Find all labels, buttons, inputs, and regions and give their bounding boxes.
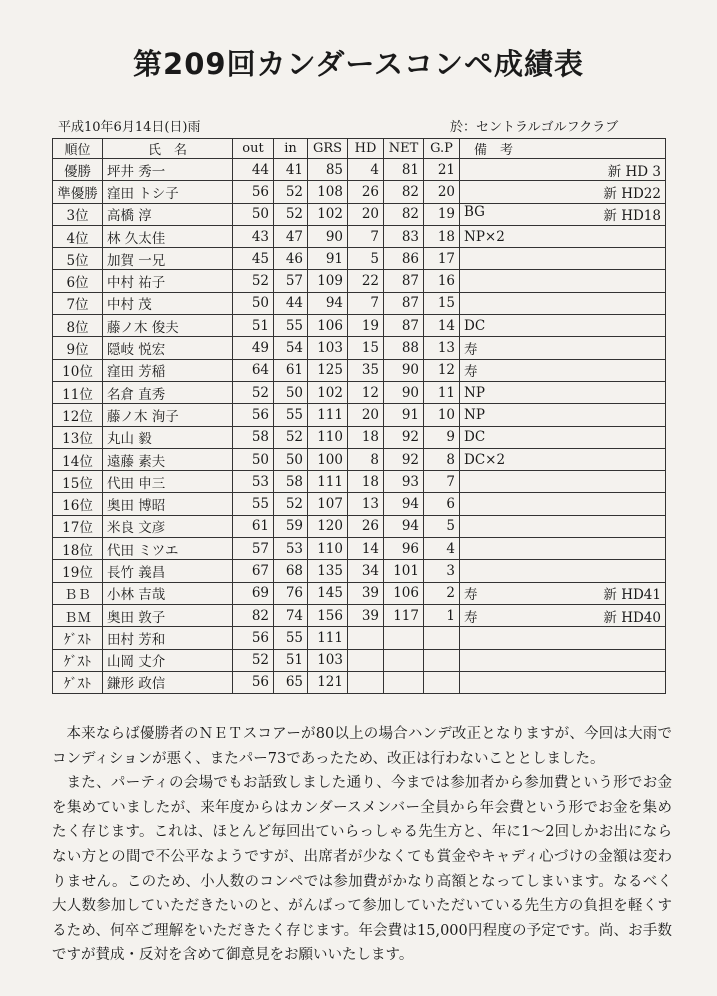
remarks-note: 寿: [464, 587, 478, 604]
cell-in: 61: [274, 359, 308, 381]
cell-gp: 4: [424, 538, 460, 560]
cell-hd: 7: [348, 225, 384, 247]
cell-grs: 125: [308, 359, 348, 381]
cell-hd: 13: [348, 493, 384, 515]
table-row: [53, 538, 666, 560]
table-row: [53, 292, 666, 314]
cell-in: 65: [274, 671, 308, 693]
cell-grs: 94: [308, 292, 348, 314]
cell-rank: 17位: [53, 515, 103, 537]
cell-in: 52: [274, 203, 308, 225]
remarks-note: NP×2: [464, 228, 505, 245]
cell-name: 坪井 秀一: [103, 159, 233, 181]
cell-hd: 20: [348, 404, 384, 426]
cell-in: 59: [274, 515, 308, 537]
table-row: [53, 159, 666, 181]
cell-grs: 110: [308, 538, 348, 560]
cell-rank: 3位: [53, 203, 103, 225]
col-header-grs: GRS: [308, 139, 348, 159]
cell-rank: 7位: [53, 292, 103, 314]
remarks-note: DC: [464, 317, 486, 334]
cell-in: 52: [274, 426, 308, 448]
cell-grs: 110: [308, 426, 348, 448]
cell-out: 56: [233, 404, 274, 426]
cell-rank: 12位: [53, 404, 103, 426]
cell-rank: 5位: [53, 248, 103, 270]
col-header-net: NET: [384, 139, 424, 159]
remarks-note: 寿: [464, 364, 478, 381]
cell-out: 44: [233, 159, 274, 181]
cell-name: 窪田 芳稲: [103, 359, 233, 381]
cell-rank: 18位: [53, 538, 103, 560]
cell-in: 46: [274, 248, 308, 270]
cell-hd: 15: [348, 337, 384, 359]
cell-out: 67: [233, 560, 274, 582]
cell-gp: 12: [424, 359, 460, 381]
cell-grs: 111: [308, 404, 348, 426]
cell-out: 50: [233, 448, 274, 470]
cell-grs: 120: [308, 515, 348, 537]
cell-hd: 39: [348, 604, 384, 626]
cell-out: 57: [233, 538, 274, 560]
notice-text: [52, 722, 672, 968]
cell-name: 小林 吉哉: [103, 582, 233, 604]
cell-gp: 21: [424, 159, 460, 181]
cell-hd: [348, 627, 384, 649]
cell-remarks: [460, 471, 666, 493]
cell-remarks: [460, 381, 666, 403]
cell-in: 52: [274, 181, 308, 203]
table-row: [53, 359, 666, 381]
cell-remarks: [460, 159, 666, 181]
cell-rank: ＢＭ: [53, 604, 103, 626]
cell-hd: 14: [348, 538, 384, 560]
cell-net: 91: [384, 404, 424, 426]
cell-gp: 11: [424, 381, 460, 403]
cell-in: 44: [274, 292, 308, 314]
table-row: [53, 582, 666, 604]
cell-out: 49: [233, 337, 274, 359]
cell-grs: 135: [308, 560, 348, 582]
cell-grs: 106: [308, 315, 348, 337]
cell-hd: 26: [348, 181, 384, 203]
table-row: [53, 270, 666, 292]
cell-name: 奥田 敦子: [103, 604, 233, 626]
cell-remarks: [460, 671, 666, 693]
cell-grs: 156: [308, 604, 348, 626]
cell-out: 82: [233, 604, 274, 626]
remarks-note: 寿: [464, 609, 478, 626]
cell-gp: 15: [424, 292, 460, 314]
cell-remarks: [460, 359, 666, 381]
cell-gp: 6: [424, 493, 460, 515]
cell-remarks: [460, 649, 666, 671]
cell-remarks: [460, 582, 666, 604]
cell-net: 106: [384, 582, 424, 604]
cell-remarks: [460, 225, 666, 247]
cell-net: 90: [384, 359, 424, 381]
col-header-name: 氏 名: [103, 139, 233, 159]
table-row: [53, 560, 666, 582]
cell-in: 50: [274, 381, 308, 403]
cell-rank: 16位: [53, 493, 103, 515]
cell-net: 94: [384, 515, 424, 537]
cell-rank: 15位: [53, 471, 103, 493]
cell-rank: ＢＢ: [53, 582, 103, 604]
new-handicap: 新 HD22: [603, 185, 661, 202]
cell-name: 鎌形 政信: [103, 671, 233, 693]
cell-grs: 102: [308, 381, 348, 403]
new-handicap: 新 HD40: [603, 609, 661, 626]
cell-name: 遠藤 素夫: [103, 448, 233, 470]
table-header-row: [53, 139, 666, 159]
cell-hd: 35: [348, 359, 384, 381]
cell-in: 76: [274, 582, 308, 604]
cell-gp: 9: [424, 426, 460, 448]
table-row: [53, 381, 666, 403]
cell-rank: 8位: [53, 315, 103, 337]
col-header-out: out: [233, 139, 274, 159]
cell-name: 山岡 丈介: [103, 649, 233, 671]
cell-out: 58: [233, 426, 274, 448]
cell-hd: 22: [348, 270, 384, 292]
event-date: 平成10年6月14日(日)雨: [58, 120, 201, 135]
cell-rank: 10位: [53, 359, 103, 381]
cell-out: 52: [233, 381, 274, 403]
cell-name: 林 久太佳: [103, 225, 233, 247]
cell-hd: [348, 671, 384, 693]
table-row: [53, 248, 666, 270]
table-row: [53, 649, 666, 671]
notice-paragraph: 本来ならば優勝者のＮＥＴスコアーが80以上の場合ハンデ改正となりますが、今回は大雨でコンディションが悪く、またパー73であったため、改正は行わないこととしました。: [52, 726, 672, 767]
cell-grs: 107: [308, 493, 348, 515]
cell-grs: 85: [308, 159, 348, 181]
cell-remarks: [460, 604, 666, 626]
cell-gp: 8: [424, 448, 460, 470]
cell-grs: 102: [308, 203, 348, 225]
cell-hd: 7: [348, 292, 384, 314]
cell-hd: 39: [348, 582, 384, 604]
cell-net: 117: [384, 604, 424, 626]
cell-net: 87: [384, 315, 424, 337]
cell-net: 101: [384, 560, 424, 582]
cell-name: 丸山 毅: [103, 426, 233, 448]
new-handicap: 新 HD 3: [607, 163, 661, 180]
cell-grs: 111: [308, 471, 348, 493]
cell-hd: 26: [348, 515, 384, 537]
cell-rank: ｹﾞｽﾄ: [53, 649, 103, 671]
table-row: [53, 426, 666, 448]
cell-name: 加賀 一兄: [103, 248, 233, 270]
cell-grs: 111: [308, 627, 348, 649]
cell-grs: 100: [308, 448, 348, 470]
cell-rank: ｹﾞｽﾄ: [53, 627, 103, 649]
remarks-note: DC: [464, 429, 486, 446]
table-row: [53, 671, 666, 693]
cell-net: 82: [384, 181, 424, 203]
cell-rank: 9位: [53, 337, 103, 359]
cell-remarks: [460, 515, 666, 537]
cell-out: 51: [233, 315, 274, 337]
cell-grs: 103: [308, 649, 348, 671]
cell-gp: 5: [424, 515, 460, 537]
cell-net: 92: [384, 426, 424, 448]
cell-gp: 20: [424, 181, 460, 203]
cell-in: 68: [274, 560, 308, 582]
cell-out: 64: [233, 359, 274, 381]
cell-net: [384, 627, 424, 649]
remarks-note: DC×2: [464, 451, 506, 468]
cell-net: 82: [384, 203, 424, 225]
cell-grs: 91: [308, 248, 348, 270]
cell-grs: 121: [308, 671, 348, 693]
cell-rank: 19位: [53, 560, 103, 582]
cell-hd: 18: [348, 426, 384, 448]
cell-name: 田村 芳和: [103, 627, 233, 649]
cell-rank: 準優勝: [53, 181, 103, 203]
cell-in: 53: [274, 538, 308, 560]
cell-remarks: [460, 203, 666, 225]
table-row: [53, 627, 666, 649]
cell-rank: 優勝: [53, 159, 103, 181]
cell-net: [384, 649, 424, 671]
page-title: 第209回カンダースコンペ成績表: [133, 47, 584, 81]
cell-gp: 16: [424, 270, 460, 292]
cell-in: 54: [274, 337, 308, 359]
cell-name: 隠岐 悦宏: [103, 337, 233, 359]
cell-gp: 13: [424, 337, 460, 359]
table-row: [53, 471, 666, 493]
remarks-note: NP: [464, 384, 485, 401]
cell-in: 47: [274, 225, 308, 247]
cell-remarks: [460, 248, 666, 270]
cell-name: 米良 文彦: [103, 515, 233, 537]
cell-remarks: [460, 337, 666, 359]
cell-rank: 11位: [53, 381, 103, 403]
cell-rank: ｹﾞｽﾄ: [53, 671, 103, 693]
notice-paragraph: また、パーティの会場でもお話致しました通り、今までは参加者から参加費という形でお金を集めていましたが、来年度からはカンダースメンバー全員から年会費という形でお金を集めたく存じます。これは、ほとんど毎回出ていらっしゃる先生方と、年に1～2回しかお出にならない方との間で不公平なようですが、出席者が少なくても賞金やキャディ心づけの金額は変わりません。このため、小人数のコンペでは参加費がかなり高額となってしまいます。なるべく大人数参加していただきたいのと、がんばって参加していただいている先生方の負担を軽くするため、何卒ご理解をいただきたく存じます。年会費は15,000円程度の予定です。尚、お手数ですが賛成・反対を含めて御意見をお願いいたします。: [52, 775, 672, 964]
cell-name: 長竹 義昌: [103, 560, 233, 582]
new-handicap: 新 HD41: [603, 587, 661, 604]
cell-gp: 2: [424, 582, 460, 604]
cell-name: 窪田 トシ子: [103, 181, 233, 203]
table-row: [53, 404, 666, 426]
cell-grs: 109: [308, 270, 348, 292]
table-row: [53, 493, 666, 515]
cell-in: 55: [274, 404, 308, 426]
cell-out: 53: [233, 471, 274, 493]
cell-in: 55: [274, 627, 308, 649]
cell-remarks: [460, 426, 666, 448]
cell-gp: 1: [424, 604, 460, 626]
cell-hd: 5: [348, 248, 384, 270]
cell-out: 56: [233, 181, 274, 203]
cell-name: 高橋 淳: [103, 203, 233, 225]
cell-in: 50: [274, 448, 308, 470]
cell-gp: 7: [424, 471, 460, 493]
cell-rank: 14位: [53, 448, 103, 470]
cell-name: 名倉 直秀: [103, 381, 233, 403]
cell-grs: 90: [308, 225, 348, 247]
table-row: [53, 315, 666, 337]
event-venue: 於：セントラルゴルフクラブ: [450, 120, 619, 135]
cell-in: 41: [274, 159, 308, 181]
cell-name: 奥田 博昭: [103, 493, 233, 515]
cell-rank: 4位: [53, 225, 103, 247]
cell-net: 83: [384, 225, 424, 247]
table-row: [53, 448, 666, 470]
cell-gp: 14: [424, 315, 460, 337]
cell-gp: 19: [424, 203, 460, 225]
cell-out: 52: [233, 649, 274, 671]
cell-name: 中村 祐子: [103, 270, 233, 292]
cell-out: 69: [233, 582, 274, 604]
cell-remarks: [460, 270, 666, 292]
cell-net: 81: [384, 159, 424, 181]
cell-remarks: [460, 627, 666, 649]
cell-hd: 18: [348, 471, 384, 493]
cell-net: 86: [384, 248, 424, 270]
cell-in: 52: [274, 493, 308, 515]
cell-out: 61: [233, 515, 274, 537]
cell-remarks: [460, 181, 666, 203]
cell-in: 57: [274, 270, 308, 292]
cell-name: 代田 申三: [103, 471, 233, 493]
col-header-remarks: 備 考: [460, 139, 666, 159]
cell-remarks: [460, 315, 666, 337]
cell-gp: [424, 627, 460, 649]
cell-remarks: [460, 404, 666, 426]
table-row: [53, 337, 666, 359]
new-handicap: 新 HD18: [603, 208, 661, 225]
cell-net: 87: [384, 292, 424, 314]
cell-name: 中村 茂: [103, 292, 233, 314]
results-table: [52, 138, 666, 694]
cell-out: 45: [233, 248, 274, 270]
cell-hd: 4: [348, 159, 384, 181]
cell-out: 56: [233, 671, 274, 693]
table-row: [53, 181, 666, 203]
cell-in: 74: [274, 604, 308, 626]
cell-net: 87: [384, 270, 424, 292]
cell-gp: 3: [424, 560, 460, 582]
cell-in: 58: [274, 471, 308, 493]
cell-remarks: [460, 292, 666, 314]
cell-hd: [348, 649, 384, 671]
cell-out: 50: [233, 203, 274, 225]
remarks-note: NP: [464, 406, 485, 423]
cell-in: 51: [274, 649, 308, 671]
cell-out: 55: [233, 493, 274, 515]
remarks-note: 寿: [464, 342, 478, 359]
cell-out: 50: [233, 292, 274, 314]
table-row: [53, 604, 666, 626]
col-header-hd: HD: [348, 139, 384, 159]
table-row: [53, 225, 666, 247]
cell-net: 88: [384, 337, 424, 359]
cell-net: 92: [384, 448, 424, 470]
cell-remarks: [460, 560, 666, 582]
col-header-in: in: [274, 139, 308, 159]
cell-net: 96: [384, 538, 424, 560]
cell-rank: 13位: [53, 426, 103, 448]
cell-name: 藤ノ木 洵子: [103, 404, 233, 426]
cell-name: 代田 ミツエ: [103, 538, 233, 560]
cell-grs: 145: [308, 582, 348, 604]
cell-gp: [424, 671, 460, 693]
cell-remarks: [460, 538, 666, 560]
table-row: [53, 515, 666, 537]
cell-hd: 12: [348, 381, 384, 403]
cell-gp: 18: [424, 225, 460, 247]
cell-gp: [424, 649, 460, 671]
cell-remarks: [460, 493, 666, 515]
cell-gp: 17: [424, 248, 460, 270]
cell-net: 93: [384, 471, 424, 493]
cell-remarks: [460, 448, 666, 470]
cell-hd: 19: [348, 315, 384, 337]
cell-hd: 34: [348, 560, 384, 582]
remarks-note: BG: [464, 204, 485, 221]
cell-name: 藤ノ木 俊夫: [103, 315, 233, 337]
cell-out: 56: [233, 627, 274, 649]
cell-out: 43: [233, 225, 274, 247]
cell-hd: 20: [348, 203, 384, 225]
col-header-gp: G.P: [424, 139, 460, 159]
cell-in: 55: [274, 315, 308, 337]
cell-rank: 6位: [53, 270, 103, 292]
cell-net: 94: [384, 493, 424, 515]
cell-grs: 103: [308, 337, 348, 359]
cell-gp: 10: [424, 404, 460, 426]
col-header-rank: 順位: [53, 139, 103, 159]
cell-hd: 8: [348, 448, 384, 470]
cell-net: 90: [384, 381, 424, 403]
cell-out: 52: [233, 270, 274, 292]
table-row: [53, 203, 666, 225]
cell-net: [384, 671, 424, 693]
cell-grs: 108: [308, 181, 348, 203]
